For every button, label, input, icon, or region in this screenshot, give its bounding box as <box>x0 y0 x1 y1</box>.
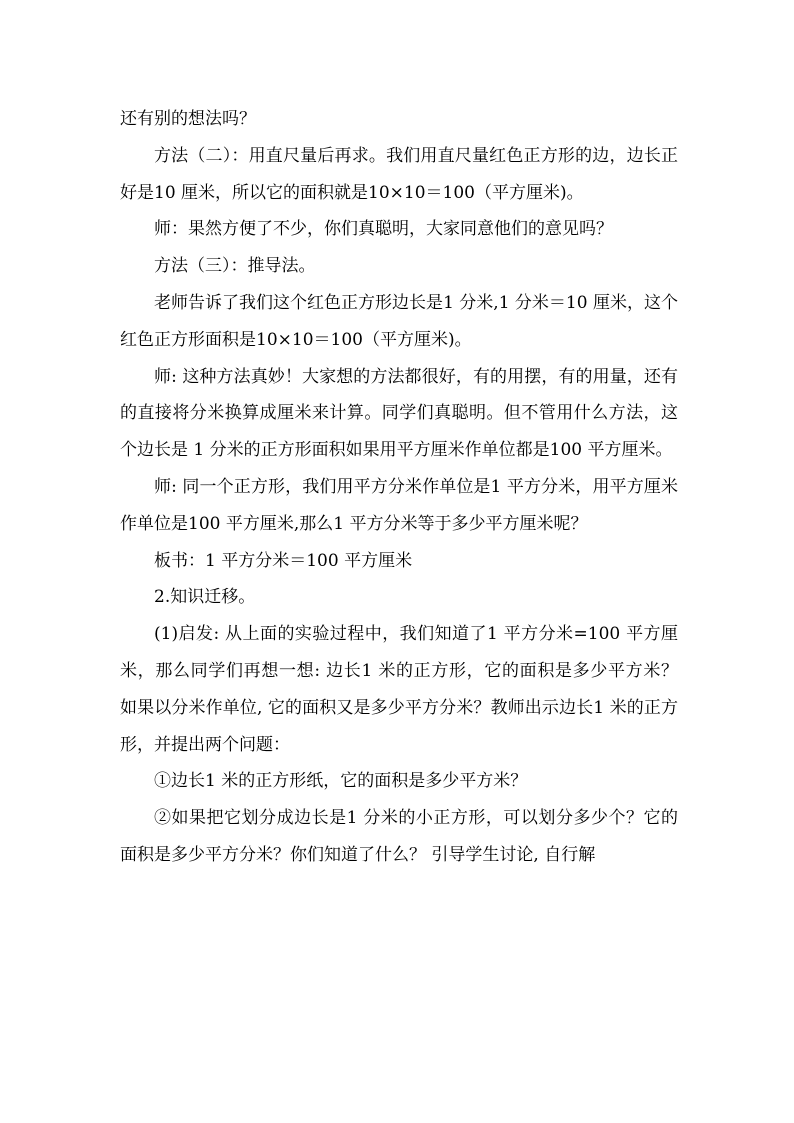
paragraph-1: 还有别的想法吗？ <box>120 109 256 129</box>
paragraph-12: ②如果把它划分成边长是1 分米的小正方形，可以划分多少个？它的面积是多少平方分米？你们知道了什么？ 引导学生讨论, 自行解 <box>120 808 678 865</box>
paragraph-2: 方法（二）：用直尺量后再求。我们用直尺量红色正方形的边，边长正好是10 厘米，所以它的面积就是10×10＝100（平方厘米)。 <box>120 145 678 203</box>
paragraph-11: ①边长1 米的正方形纸，它的面积是多少平方米？ <box>154 771 528 792</box>
paragraph-6: 师: 这种方法真妙！大家想的方法都很好，有的用摆，有的用量，还有的直接将分米换算成厘米来计算。同学们真聪明。但不管用什么方法，这个边长是 1 分米的正方形面积如果用平方厘米作单位都是100 平方厘米。 <box>120 366 678 461</box>
paragraph-10: (1)启发: 从上面的实验过程中，我们知道了1 平方分米=100 平方厘米，那么同学们再想一想: 边长1 米的正方形，它的面积是多少平方米？ 如果以分米作单位, 它的面积又是多少平方分米？教师出示边长1 米的正方形，并提出两个问题： <box>120 624 678 755</box>
paragraph-3: 师：果然方便了不少，你们真聪明，大家同意他们的意见吗？ <box>154 219 613 240</box>
body-text <box>120 101 678 874</box>
paragraph-7: 师: 同一个正方形，我们用平方分米作单位是1 平方分米，用平方厘米作单位是100 平方厘米,那么1 平方分米等于多少平方厘米呢？ <box>120 476 678 534</box>
paragraph-9: 2.知识迁移。 <box>154 587 256 608</box>
paragraph-5: 老师告诉了我们这个红色正方形边长是1 分米,1 分米＝10 厘米，这个红色正方形面积是10×10＝100（平方厘米)。 <box>120 292 678 350</box>
paragraph-4: 方法（三）：推导法。 <box>154 256 316 277</box>
paragraph-8: 板书：1 平方分米＝100 平方厘米 <box>154 550 413 571</box>
